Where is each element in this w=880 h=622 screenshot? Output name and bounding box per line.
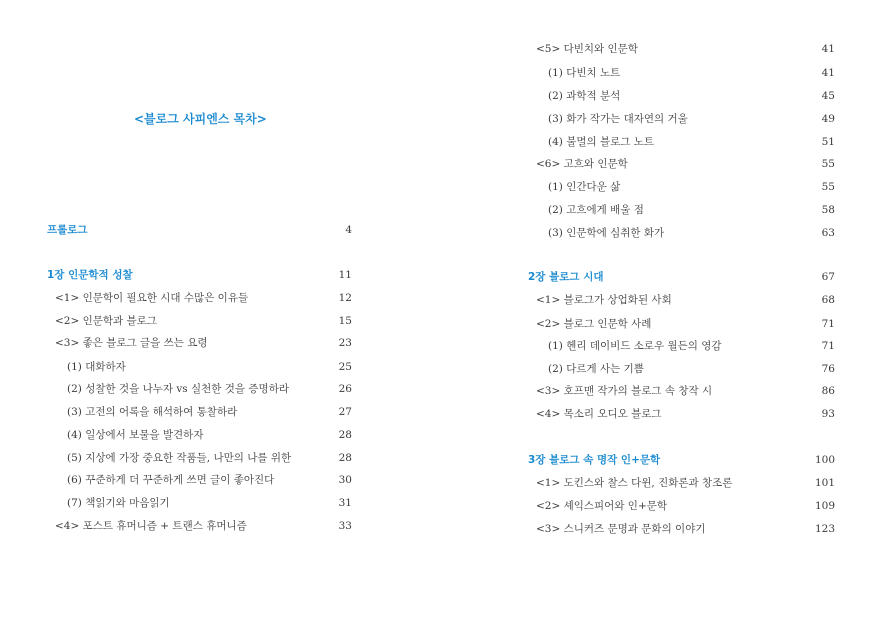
toc-entry-sub [67, 494, 352, 512]
toc-entry-sub [548, 133, 835, 151]
toc-entry-label: <1> 도킨스와 찰스 다윈, 진화론과 창조론 [536, 477, 733, 489]
toc-entry-sub [67, 403, 352, 421]
toc-entry-section [55, 289, 352, 307]
toc-entry-section [536, 497, 835, 515]
toc-entry-label: (1) 헨리 데이비드 소로우 월든의 영감 [548, 340, 722, 352]
toc-entry-sub [67, 358, 352, 376]
toc-entry-label: <4> 포스트 휴머니즘 + 트랜스 휴머니즘 [55, 520, 247, 532]
toc-entry-sub [548, 201, 835, 219]
toc-entry-sub [548, 87, 835, 105]
toc-entry-label: (1) 인간다운 삶 [548, 181, 621, 193]
toc-entry-page-number: 109 [814, 500, 835, 512]
toc-entry-label: <1> 블로그가 상업화된 사회 [536, 294, 672, 306]
toc-entry-label: <2> 셰익스피어와 인+문학 [536, 500, 668, 512]
toc-entry-page-number: 101 [814, 477, 835, 489]
toc-entry-section [536, 520, 835, 538]
toc-entry-section [536, 474, 835, 492]
toc-entry-section [55, 312, 352, 330]
toc-entry-page-number: 51 [821, 136, 835, 148]
toc-entry-sub [548, 224, 835, 242]
toc-entry-page-number: 33 [338, 520, 352, 532]
toc-entry-sub [548, 178, 835, 196]
toc-entry-page-number: 67 [821, 271, 835, 283]
toc-entry-page-number: 49 [821, 113, 835, 125]
toc-entry-sub [67, 426, 352, 444]
toc-entry-page-number: 4 [345, 224, 352, 236]
toc-entry-label: <2> 인문학과 블로그 [55, 315, 157, 327]
toc-entry-label: <1> 인문학이 필요한 시대 수많은 이유들 [55, 292, 249, 304]
toc-entry-chapter [47, 266, 352, 284]
toc-entry-page-number: 41 [821, 43, 835, 55]
toc-entry-chapter [47, 221, 352, 239]
toc-entry-label: (4) 불멸의 블로그 노트 [548, 136, 655, 148]
toc-entry-section [536, 291, 835, 309]
toc-entry-page-number: 25 [338, 361, 352, 373]
toc-entry-label: (3) 인문학에 심취한 화가 [548, 227, 665, 239]
toc-entry-section [55, 517, 352, 535]
toc-entry-label: (1) 다빈치 노트 [548, 67, 621, 79]
toc-entry-sub [548, 64, 835, 82]
toc-entry-section [536, 40, 835, 58]
toc-entry-page-number: 58 [821, 204, 835, 216]
toc-entry-sub [548, 110, 835, 128]
toc-title: <블로그 사피엔스 목차> [134, 112, 267, 126]
toc-entry-label: 2장 블로그 시대 [528, 271, 604, 283]
toc-entry-label: (2) 과학적 분석 [548, 90, 621, 102]
toc-entry-page-number: 45 [821, 90, 835, 102]
toc-entry-page-number: 68 [821, 294, 835, 306]
toc-entry-page-number: 100 [814, 454, 835, 466]
toc-entry-page-number: 23 [338, 337, 352, 349]
toc-entry-page-number: 93 [821, 408, 835, 420]
toc-entry-section [536, 155, 835, 173]
toc-entry-page-number: 55 [821, 181, 835, 193]
toc-entry-label: <2> 블로그 인문학 사례 [536, 318, 652, 330]
toc-entry-section [536, 382, 835, 400]
toc-entry-label: <4> 목소리 오디오 블로그 [536, 408, 662, 420]
toc-entry-sub [548, 360, 835, 378]
toc-entry-sub [67, 380, 352, 398]
toc-entry-label: (2) 고흐에게 배울 점 [548, 204, 644, 216]
toc-entry-label: <6> 고흐와 인문학 [536, 158, 628, 170]
toc-entry-sub [67, 449, 352, 467]
toc-entry-label: (4) 일상에서 보물을 발견하자 [67, 429, 204, 441]
toc-entry-page-number: 15 [338, 315, 352, 327]
toc-entry-label: 프롤로그 [47, 224, 88, 236]
toc-entry-page-number: 26 [338, 383, 352, 395]
toc-entry-label: (2) 성찰한 것을 나누자 vs 실천한 것을 증명하라 [67, 383, 289, 395]
toc-entry-sub [548, 337, 835, 355]
toc-entry-page-number: 71 [821, 318, 835, 330]
toc-entry-label: (3) 화가 작가는 대자연의 거울 [548, 113, 688, 125]
toc-entry-sub [67, 471, 352, 489]
toc-entry-section [536, 405, 835, 423]
toc-entry-chapter [528, 451, 835, 469]
toc-entry-page-number: 11 [338, 269, 352, 281]
toc-entry-section [536, 315, 835, 333]
toc-entry-page-number: 28 [338, 452, 352, 464]
toc-entry-label: 3장 블로그 속 명작 인+문학 [528, 454, 661, 466]
toc-entry-page-number: 41 [821, 67, 835, 79]
toc-entry-page-number: 71 [821, 340, 835, 352]
toc-entry-page-number: 30 [338, 474, 352, 486]
toc-entry-label: (1) 대화하자 [67, 361, 126, 373]
toc-entry-page-number: 55 [821, 158, 835, 170]
toc-entry-label: <3> 좋은 블로그 글을 쓰는 요령 [55, 337, 208, 349]
toc-entry-label: (2) 다르게 사는 기쁨 [548, 363, 644, 375]
toc-entry-page-number: 76 [821, 363, 835, 375]
toc-entry-page-number: 28 [338, 429, 352, 441]
toc-entry-chapter [528, 268, 835, 286]
toc-entry-page-number: 27 [338, 406, 352, 418]
toc-entry-label: (5) 지상에 가장 중요한 작품들, 나만의 나를 위한 [67, 452, 292, 464]
toc-entry-page-number: 63 [821, 227, 835, 239]
toc-entry-label: 1장 인문학적 성찰 [47, 269, 133, 281]
toc-entry-label: (6) 꾸준하게 더 꾸준하게 쓰면 글이 좋아진다 [67, 474, 275, 486]
toc-entry-label: (7) 책읽기와 마음읽기 [67, 497, 170, 509]
toc-entry-label: <5> 다빈치와 인문학 [536, 43, 638, 55]
toc-entry-label: <3> 호프맨 작가의 블로그 속 창작 시 [536, 385, 713, 397]
toc-entry-label: (3) 고전의 어록을 해석하여 통찰하라 [67, 406, 238, 418]
toc-entry-page-number: 12 [338, 292, 352, 304]
toc-entry-section [55, 334, 352, 352]
toc-entry-page-number: 31 [338, 497, 352, 509]
toc-entry-page-number: 123 [814, 523, 835, 535]
toc-entry-label: <3> 스니커즈 문명과 문화의 이야기 [536, 523, 706, 535]
toc-entry-page-number: 86 [821, 385, 835, 397]
